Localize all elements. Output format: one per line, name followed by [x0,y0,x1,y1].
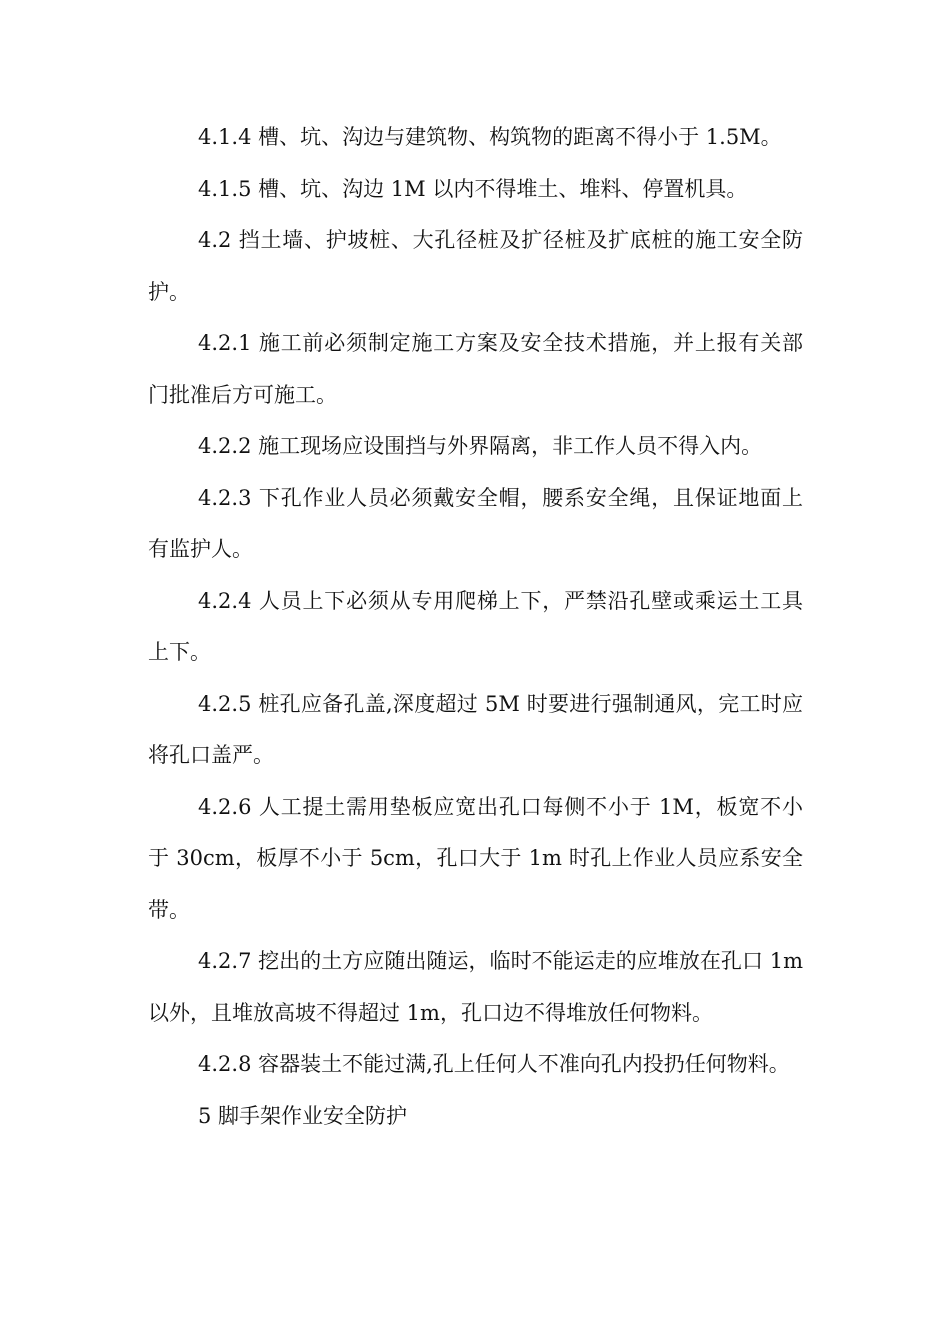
paragraph-4-1-4: 4.1.4 槽、坑、沟边与建筑物、构筑物的距离不得小于 1.5M。 [198,125,782,149]
paragraph-4-2: 4.2 挡土墙、护坡桩、大孔径桩及扩径桩及扩底桩的施工安全防护。 [148,228,803,304]
paragraph-4-2-1: 4.2.1 施工前必须制定施工方案及安全技术措施，并上报有关部门批准后方可施工。 [148,331,803,407]
paragraph-4-2-6: 4.2.6 人工提土需用垫板应宽出孔口每侧不小于 1M，板宽不小于 30cm，板厚不小于 5cm，孔口大于 1m 时孔上作业人员应系安全带。 [148,794,803,922]
paragraph-4-2-5: 4.2.5 桩孔应备孔盖,深度超过 5M 时要进行强制通风，完工时应将孔口盖严。 [148,691,803,767]
paragraph-4-2-8: 4.2.8 容器装土不能过满,孔上任何人不准向孔内投扔任何物料。 [198,1052,790,1076]
paragraph-4-1-5: 4.1.5 槽、坑、沟边 1M 以内不得堆土、堆料、停置机具。 [198,176,748,201]
document-body [148,112,803,1142]
section-heading-5: 5 脚手架作业安全防护 [198,1103,408,1128]
paragraph-4-2-2: 4.2.2 施工现场应设围挡与外界隔离，非工作人员不得入内。 [198,434,763,458]
paragraph-4-2-7: 4.2.7 挖出的土方应随出随运，临时不能运走的应堆放在孔口 1m 以外，且堆放高坡不得超过 1m，孔口边不得堆放任何物料。 [148,949,803,1025]
paragraph-4-2-3: 4.2.3 下孔作业人员必须戴安全帽，腰系安全绳，且保证地面上有监护人。 [148,485,803,561]
paragraph-4-2-4: 4.2.4 人员上下必须从专用爬梯上下，严禁沿孔壁或乘运土工具上下。 [148,588,803,664]
